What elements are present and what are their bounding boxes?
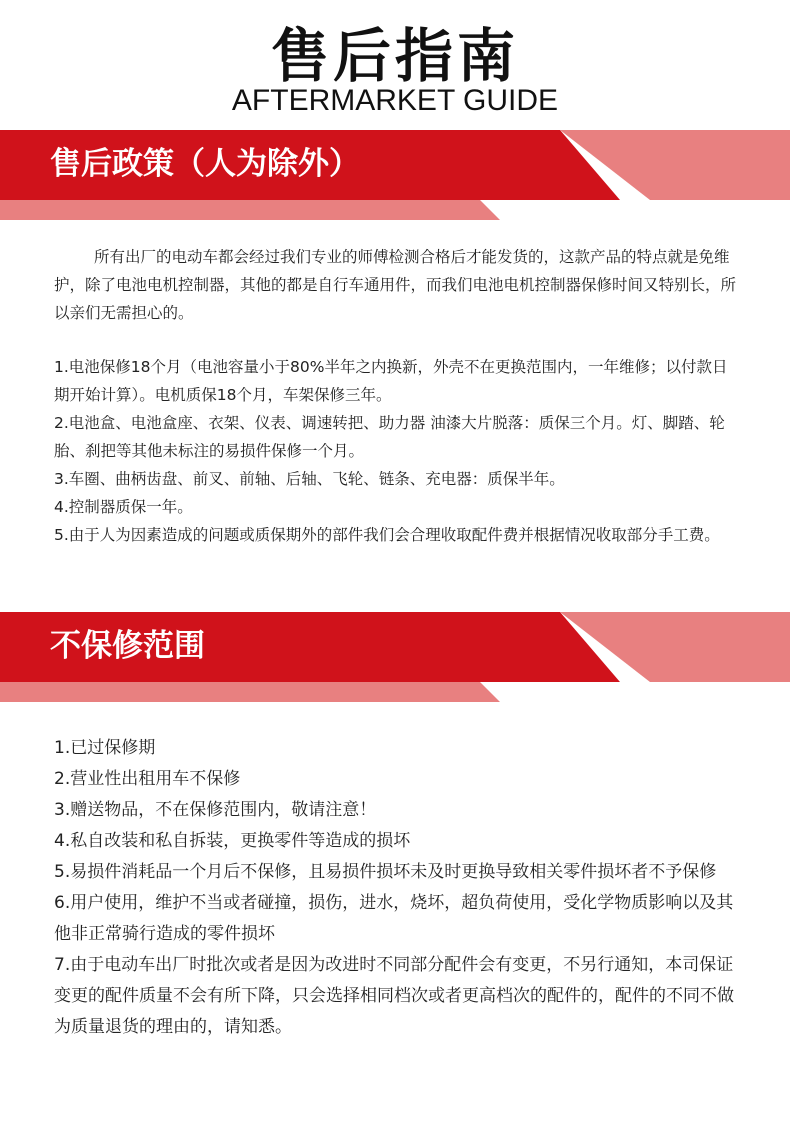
- policy-intro: 所有出厂的电动车都会经过我们专业的师傅检测合格后才能发货的，这款产品的特点就是免维护，除了电池电机控制器，其他的都是自行车通用件，而我们电池电机控制器保修时间又特别长，所以亲们无需担心的。: [54, 248, 737, 322]
- list-item: 1.电池保修18个月（电池容量小于80%半年之内换新，外壳不在更换范围内，一年维修；以付款日期开始计算）。电机质保18个月，车架保修三年。: [54, 358, 728, 404]
- policy-list: [54, 353, 740, 549]
- list-item: 4.私自改装和私自拆装，更换零件等造成的损坏: [54, 831, 411, 851]
- page-title: 售后指南: [270, 22, 519, 90]
- exclusions-list: [54, 733, 740, 1043]
- page-subtitle: AFTERMARKET GUIDE: [231, 84, 559, 117]
- list-item: 3.赠送物品，不在保修范围内，敬请注意！: [54, 800, 377, 820]
- policy-banner: [0, 130, 790, 222]
- list-item: 1.已过保修期: [54, 738, 156, 758]
- list-item: 3.车圈、曲柄齿盘、前叉、前轴、后轴、飞轮、链条、充电器：质保半年。: [54, 470, 565, 488]
- exclusions-banner: [0, 612, 790, 704]
- banner-pink-band: [0, 682, 500, 702]
- exclusions-heading: 不保修范围: [50, 628, 205, 664]
- list-item: 7.由于电动车出厂时批次或者是因为改进时不同部分配件会有变更，不另行通知，本司保证变更的配件质量不会有所下降，只会选择相同档次或者更高档次的配件的，配件的不同不做为质量退货的理由的，请知悉。: [54, 955, 734, 1037]
- list-item: 5.易损件消耗品一个月后不保修，且易损件损坏未及时更换导致相关零件损坏者不予保修: [54, 862, 717, 882]
- list-item: 2.营业性出租用车不保修: [54, 769, 241, 789]
- policy-heading: 售后政策（人为除外）: [50, 146, 360, 182]
- list-item: 6.用户使用，维护不当或者碰撞，损伤，进水，烧坏，超负荷使用，受化学物质影响以及其他非正常骑行造成的零件损坏: [54, 893, 734, 944]
- banner-pink-band: [0, 200, 500, 220]
- list-item: 4.控制器质保一年。: [54, 498, 193, 516]
- list-item: 2.电池盒、电池盒座、衣架、仪表、调速转把、助力器 油漆大片脱落：质保三个月。灯、脚踏、轮胎、刹把等其他未标注的易损件保修一个月。: [54, 414, 725, 460]
- list-item: 5.由于人为因素造成的问题或质保期外的部件我们会合理收取配件费并根据情况收取部分手工费。: [54, 526, 720, 544]
